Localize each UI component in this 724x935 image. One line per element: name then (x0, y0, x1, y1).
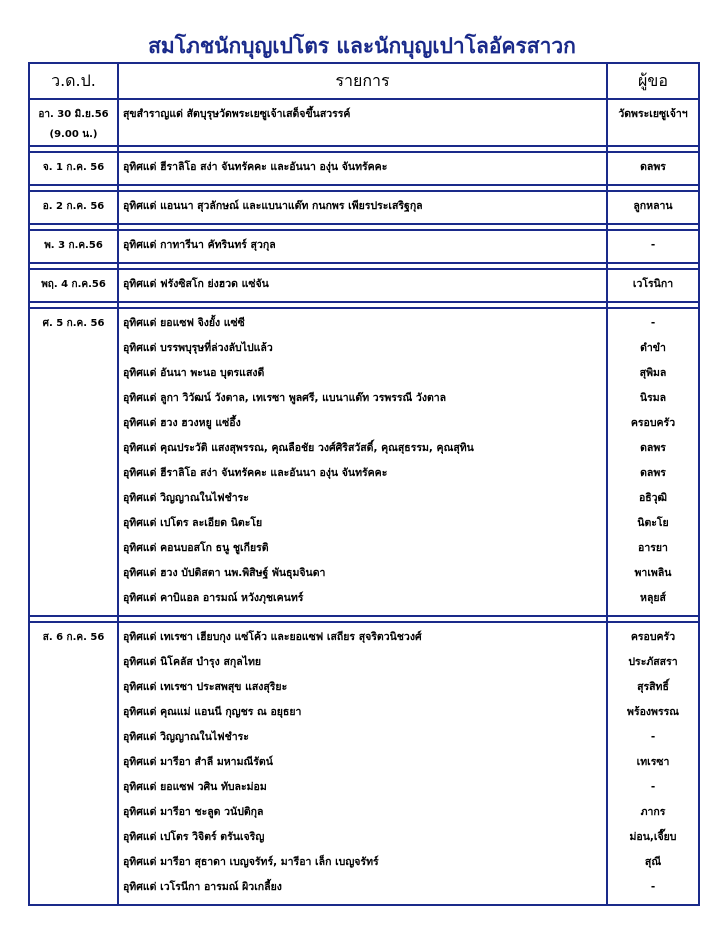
requester-cell (607, 230, 699, 263)
requester-text: ดลพร (640, 467, 666, 479)
item-cell (118, 230, 607, 263)
table-row (29, 230, 699, 263)
intention-text: อุทิศแด่ เวโรนีกา อารมณ์ ผิวเกลี้ยง (123, 881, 282, 893)
item-cell (118, 152, 607, 185)
requester-text: สุรสิทธิ์ (637, 681, 669, 693)
requester-text: ดลพร (640, 442, 666, 454)
requester-cell (607, 622, 699, 905)
date-text: พ. 3 ก.ค.56 (44, 240, 103, 251)
intention-text: อุทิศแด่ คุณแม่ แอนนี กุญชร ณ อยุธยา (123, 706, 302, 718)
date-cell (29, 269, 118, 302)
intention-text: อุทิศแด่ เปโตร วิจิตร์ ตรันเจริญ (123, 831, 265, 843)
intention-text: อุทิศแด่ แอนนา สุวลักษณ์ และแบนาแด๊ท กนกพร เพียรประเสริฐกุล (123, 200, 423, 212)
intention-text: อุทิศแด่ ฮีราลิโอ สง่า จันทรัคคะ และอันนา องุ่น จันทรัคคะ (123, 161, 388, 173)
requester-cell (607, 269, 699, 302)
intention-text: อุทิศแด่ คอนบอสโก ธนู ชูเกียรติ (123, 542, 269, 554)
requester-text: - (650, 239, 656, 251)
requester-text: สุณี (644, 856, 662, 868)
date-cell (29, 99, 118, 146)
item-cell (118, 308, 607, 616)
item-cell (118, 191, 607, 224)
requester-cell (607, 152, 699, 185)
requester-text: นิตะโย (637, 517, 669, 529)
requester-cell (607, 191, 699, 224)
requester-text: อารยา (638, 542, 668, 554)
requester-text: ครอบครัว (630, 631, 676, 643)
requester-cell (607, 308, 699, 616)
date-text: ส. 6 ก.ค. 56 (42, 632, 105, 643)
requester-text: ดำขำ (640, 342, 666, 354)
requester-text: ดลพร (640, 161, 666, 173)
intention-text: อุทิศแด่ นิโคลัส บำรุง สกุลไทย (123, 656, 262, 668)
requester-text: - (650, 731, 656, 743)
intention-text: อุทิศแด่ กาทารีนา คัทรินทร์ สุวกุล (123, 239, 276, 251)
intention-text: อุทิศแด่ มารีอา ชะลูด วนัปติกุล (123, 806, 264, 818)
date-text: (9.00 น.) (49, 129, 98, 140)
intention-text: อุทิศแด่ ยอแซฟ วศิน ทับละม่อม (123, 781, 267, 793)
page-title: สมโภชนักบุญเปโตร และนักบุญเปาโลอัครสาวก (148, 33, 576, 58)
intention-text: อุทิศแด่ วิญญาณในไฟชำระ (123, 492, 249, 504)
requester-text: - (650, 317, 656, 329)
requester-text: หลุยส์ (640, 592, 666, 604)
requester-text: เวโรนิกา (632, 278, 674, 290)
intention-text: อุทิศแด่ มารีอา สุธาดา เบญจรัทร์, มารีอา เล็ก เบญจรัทร์ (123, 856, 379, 868)
table-header-row (29, 63, 699, 99)
intention-text: อุทิศแด่ เทเรซา เฮียบกุง แซ่โค้ว และยอแซฟ เสถียร สุจริตวนิชวงศ์ (123, 631, 422, 643)
item-cell (118, 269, 607, 302)
intention-text: อุทิศแด่ บรรพบุรุษที่ล่วงลับไปแล้ว (123, 342, 273, 354)
header-requester: ผู้ขอ (607, 63, 699, 99)
intention-text: สุขสำราญแด่ สัตบุรุษวัดพระเยซูเจ้าเสด็จขึ้นสวรรค์ (123, 108, 351, 120)
requester-text: อธิวุฒิ (638, 492, 668, 504)
table-row (29, 152, 699, 185)
requester-text: - (650, 881, 656, 893)
intention-text: อุทิศแด่ ลูกา วิวัฒน์ วังตาล, เทเรซา พูลศรี, แบนาแด๊ท วรพรรณี วังตาล (123, 392, 447, 404)
requester-text: ม่อน,เจี๊ยบ (629, 831, 677, 843)
mass-intentions-table (28, 62, 700, 906)
date-cell (29, 191, 118, 224)
requester-text: ลูกหลาน (633, 200, 673, 212)
requester-cell (607, 99, 699, 146)
item-cell (118, 99, 607, 146)
date-cell (29, 230, 118, 263)
requester-text: วัดพระเยซูเจ้าฯ (618, 108, 688, 120)
requester-text: พาเพลิน (634, 567, 672, 579)
intention-text: อุทิศแด่ ฮวง ฮวงหยู แซ่อึ้ง (123, 417, 241, 429)
requester-text: ประภัสสรา (628, 656, 678, 668)
table-row (29, 269, 699, 302)
requester-text: ครอบครัว (630, 417, 676, 429)
table-row (29, 308, 699, 616)
date-text: ศ. 5 ก.ค. 56 (42, 318, 105, 329)
intention-text: อุทิศแด่ มารีอา สำลี มหามณีรัตน์ (123, 756, 273, 768)
date-text: จ. 1 ก.ค. 56 (42, 162, 105, 173)
date-cell (29, 152, 118, 185)
requester-text: นิรมล (639, 392, 667, 404)
intention-text: อุทิศแด่ คุณประวัติ แสงสุพรรณ, คุณลือชัย วงศ์ศิริสวัสดิ์, คุณสุธรรม, คุณสุทิน (123, 442, 474, 454)
date-text: พฤ. 4 ก.ค.56 (41, 279, 106, 290)
table-row (29, 99, 699, 146)
intention-text: อุทิศแด่ วิญญาณในไฟชำระ (123, 731, 249, 743)
requester-text: เทเรซา (636, 756, 670, 768)
date-cell (29, 308, 118, 616)
header-item: รายการ (118, 63, 607, 99)
item-cell (118, 622, 607, 905)
date-cell (29, 622, 118, 905)
requester-text: ภากร (640, 806, 666, 818)
intention-text: อุทิศแด่ ยอแซฟ จิงยั้ง แซ่ซี (123, 317, 245, 329)
table-row (29, 191, 699, 224)
intention-text: อุทิศแด่ เทเรซา ประสพสุข แสงสุริยะ (123, 681, 288, 693)
requester-text: - (650, 781, 656, 793)
header-date: ว.ด.ป. (29, 63, 118, 99)
requester-text: พร้องพรรณ (627, 706, 679, 718)
intention-text: อุทิศแด่ เปโตร ละเอียด นิตะโย (123, 517, 263, 529)
table-body (29, 99, 699, 905)
date-text: อา. 30 มิ.ย.56 (38, 109, 109, 120)
date-text: อ. 2 ก.ค. 56 (42, 201, 105, 212)
intention-text: อุทิศแด่ ฮวง บัปติสตา นพ.พิสิษฐ์ พันธุมจินดา (123, 567, 326, 579)
requester-text: สุพิมล (639, 367, 667, 379)
intention-text: อุทิศแด่ อันนา พะนอ บุตรแสงดี (123, 367, 265, 379)
intention-text: อุทิศแด่ ฮีราลิโอ สง่า จันทรัคคะ และอันนา องุ่น จันทรัคคะ (123, 467, 388, 479)
intention-text: อุทิศแด่ คาบิแอล อารมณ์ หวังภุชเคนทร์ (123, 592, 304, 604)
intention-text: อุทิศแด่ ฟรังซิสโก ย่งฮวด แซ่จัน (123, 278, 269, 290)
table-row (29, 622, 699, 905)
